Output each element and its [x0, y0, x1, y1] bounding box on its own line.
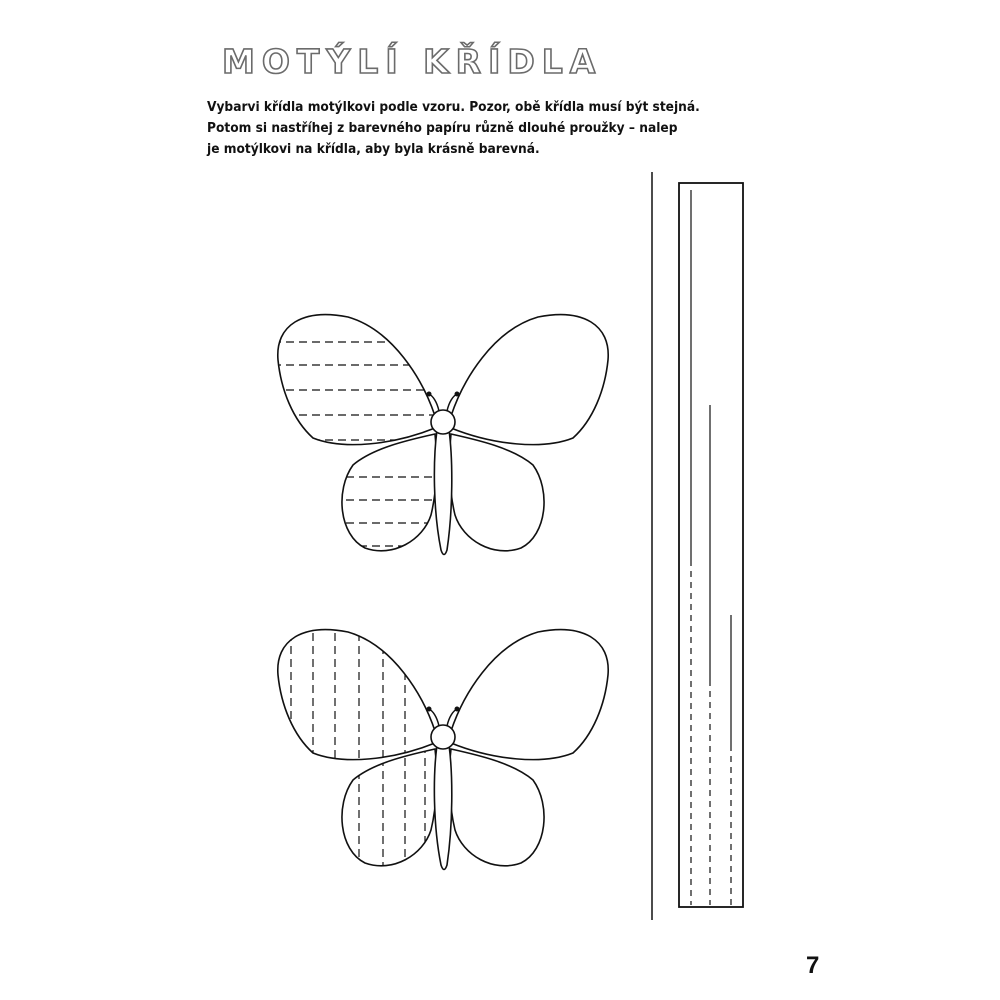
- instruction-line: je motýlkovi na křídla, aby byla krásně barevná.: [207, 141, 540, 157]
- page-number: 7: [806, 952, 820, 979]
- instruction-line: Potom si nastříhej z barevného papíru různě dlouhé proužky – nalep: [207, 120, 678, 136]
- instruction-line: Vybarvi křídla motýlkovi podle vzoru. Pozor, obě křídla musí být stejná.: [207, 99, 700, 115]
- butterfly-vertical-stripes: [278, 620, 608, 880]
- paper-strips: [652, 172, 743, 920]
- butterfly-horizontal-stripes: [273, 315, 608, 555]
- strip-frame: [679, 183, 743, 907]
- page-title: MOTÝLÍ KŘÍDLA: [222, 42, 603, 81]
